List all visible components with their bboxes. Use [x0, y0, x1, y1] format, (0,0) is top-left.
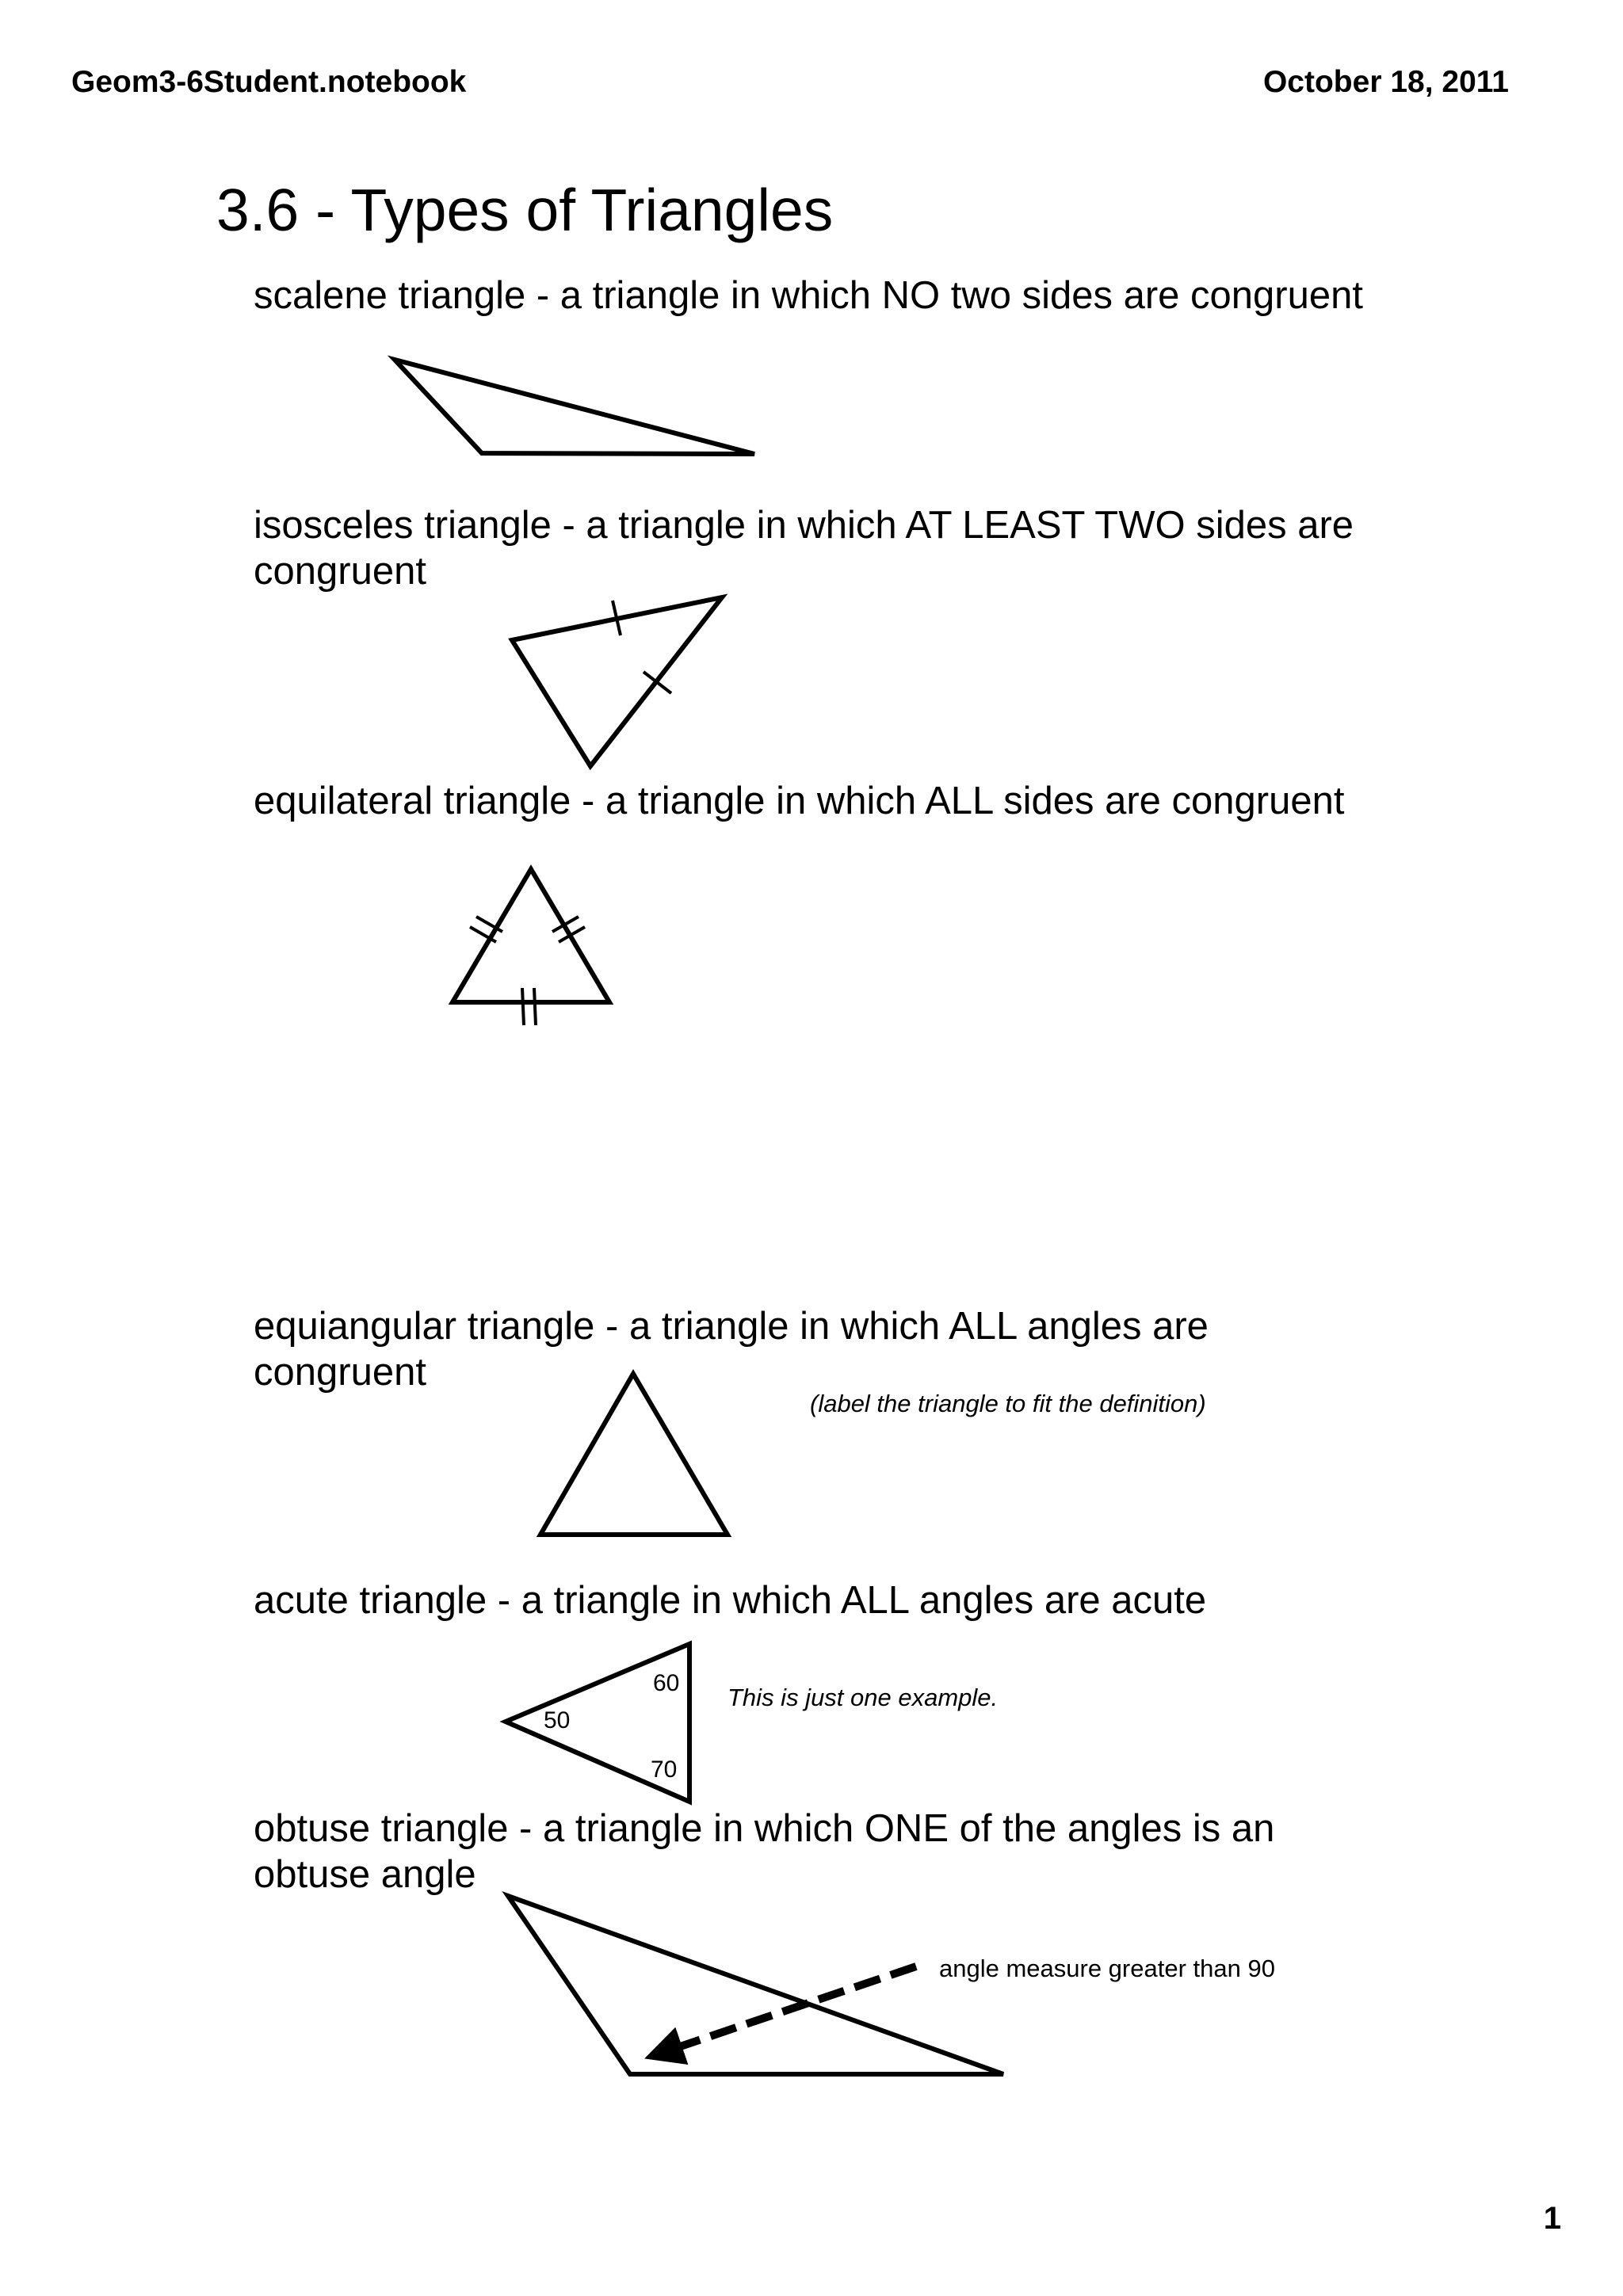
- page-number: 1: [1543, 2201, 1561, 2236]
- isosceles-triangle: [512, 597, 722, 766]
- equiangular-hint-note: (label the triangle to fit the definition): [810, 1390, 1206, 1417]
- definition-scalene: scalene triangle - a triangle in which NO two sides are congruent: [254, 274, 1363, 317]
- definition-acute: acute triangle - a triangle in which ALL angles are acute: [254, 1579, 1207, 1622]
- equilateral-triangle: [453, 869, 609, 1025]
- scalene-triangle: [395, 360, 754, 454]
- definition-obtuse: obtuse triangle - a triangle in which ONE of the angles is an obtuse angle: [254, 1807, 1275, 1896]
- obtuse-triangle: [508, 1896, 1003, 2074]
- definition-equiangular: equiangular triangle - a triangle in which ALL angles are congruent: [254, 1305, 1209, 1394]
- equiangular-triangle: [540, 1374, 727, 1535]
- definition-equilateral: equilateral triangle - a triangle in which ALL sides are congruent: [254, 780, 1345, 822]
- obtuse-arrow-note: angle measure greater than 90: [939, 1955, 1275, 1982]
- acute-example-note: This is just one example.: [727, 1684, 999, 1711]
- equilateral-tick-bottom-1: [522, 988, 524, 1025]
- page-title: 3.6 - Types of Triangles: [216, 177, 834, 243]
- notebook-filename: Geom3-6Student.notebook: [71, 65, 467, 99]
- definition-isosceles: isosceles triangle - a triangle in which AT LEAST TWO sides are congruent: [254, 504, 1354, 593]
- notebook-date: October 18, 2011: [1262, 65, 1509, 99]
- acute-angle-bottom-label: 70: [651, 1756, 678, 1783]
- acute-angle-left-label: 50: [544, 1707, 571, 1733]
- equilateral-tick-bottom-2: [534, 988, 536, 1025]
- obtuse-angle-arrow: [659, 1966, 916, 2054]
- acute-angle-top-label: 60: [653, 1670, 680, 1696]
- acute-triangle: [506, 1644, 689, 1802]
